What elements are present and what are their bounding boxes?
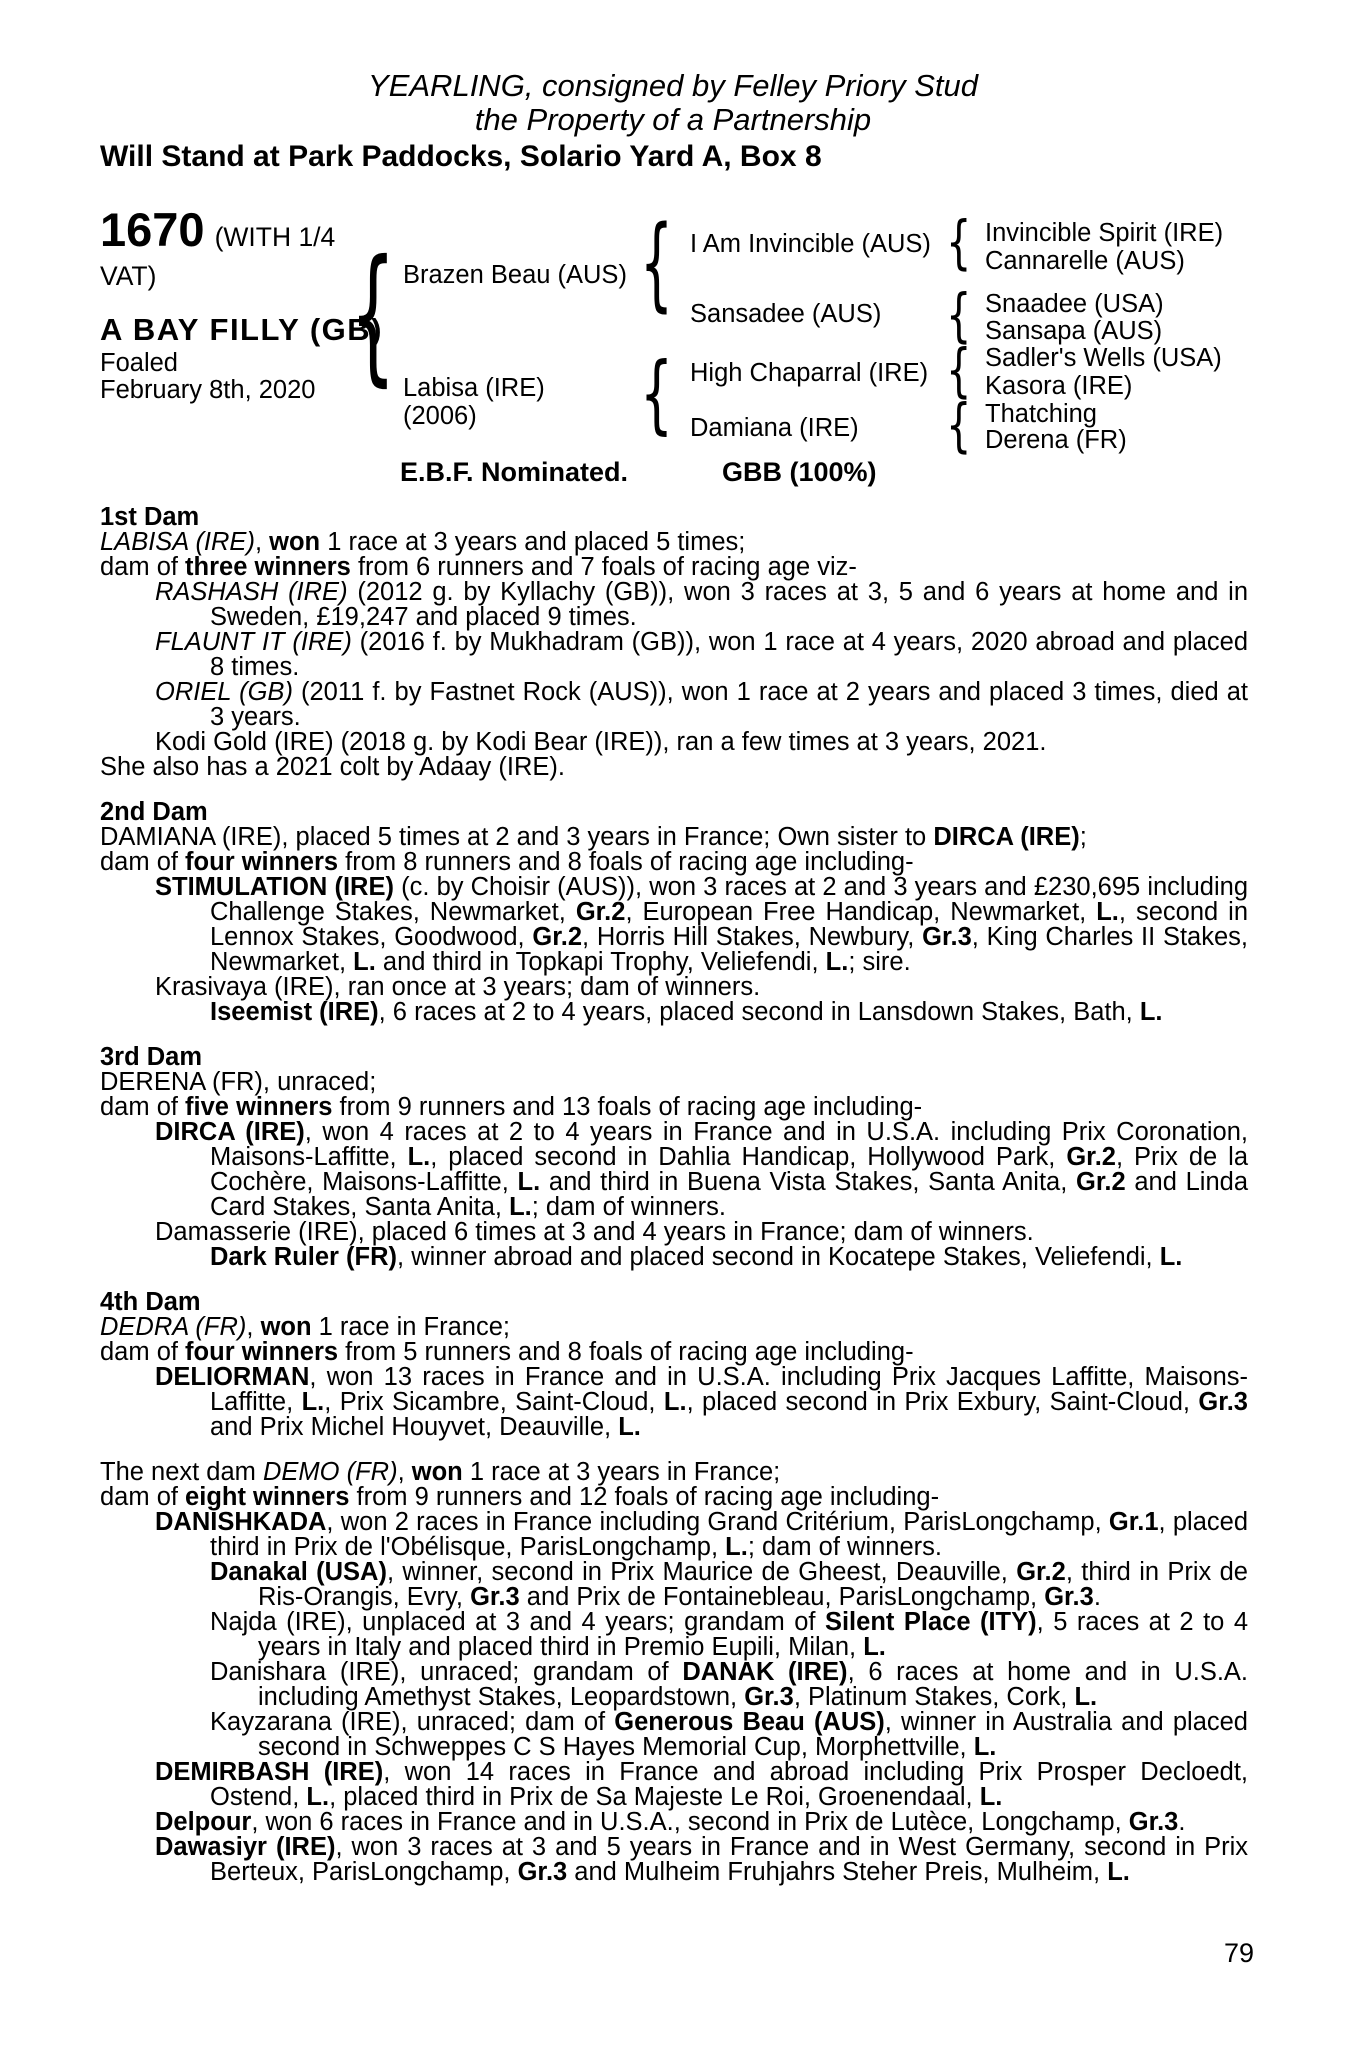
pedigree-ggp-1: Invincible Spirit (IRE) (985, 219, 1224, 247)
text-segment: , 6 races at home and in U.S.A. including Amethyst Stakes, Leopardstown, (258, 1658, 1248, 1711)
pedigree-granddam-1: Sansadee (AUS) (690, 300, 882, 328)
pedigree-ggp-2: Cannarelle (AUS) (985, 247, 1185, 275)
text-segment: L. (301, 1388, 325, 1416)
text-segment: ; (1079, 823, 1087, 851)
text-segment: won (411, 1458, 463, 1486)
dam-heading: 3rd Dam (100, 1043, 203, 1071)
catalog-paragraph (100, 1485, 1248, 1510)
text-segment: L. (863, 1633, 886, 1661)
catalog-paragraph (100, 755, 1248, 780)
text-segment: , winner abroad and placed second in Kocatepe Stakes, Veliefendi, (397, 1243, 1160, 1271)
text-segment: 1 race at 3 years and placed 5 times; (320, 528, 746, 556)
dam-section (100, 1460, 1248, 1885)
catalog-paragraph (100, 630, 1248, 680)
catalog-paragraph (100, 1070, 1248, 1095)
text-segment: Gr.2 (1016, 1558, 1066, 1586)
ebf-nomination: E.B.F. Nominated. (400, 457, 629, 487)
pedigree-ggp-7: Thatching (985, 400, 1097, 428)
text-segment: Najda (IRE), unplaced at 3 and 4 years; grandam of (210, 1608, 825, 1636)
consignor-line: YEARLING, consigned by Felley Priory Stud (368, 68, 978, 103)
pedigree-brace-dam (640, 352, 673, 438)
text-segment: Dark Ruler (FR) (210, 1243, 398, 1271)
text-segment: DEMO (FR) (263, 1458, 398, 1486)
dam-section (100, 1045, 1248, 1270)
text-segment: , Horris Hill Stakes, Newbury, (582, 923, 923, 951)
text-segment: FLAUNT IT (IRE) (155, 628, 352, 656)
text-segment: , placed second in Prix Exbury, Saint-Cloud, (686, 1388, 1199, 1416)
catalog-paragraph (100, 1120, 1248, 1220)
text-segment: (2012 g. by Kyllachy (GB)), won 3 races at 3, 5 and 6 years at home and in Sweden, £19,247 and placed 9 times. (210, 578, 1249, 631)
text-segment: L. (517, 1168, 541, 1196)
text-segment: Gr.2 (575, 898, 626, 926)
text-segment: , won 2 races in France including Grand Critérium, ParisLongchamp, (326, 1508, 1109, 1536)
text-segment: Dawasiyr (IRE) (155, 1833, 336, 1861)
catalog-paragraph (100, 975, 1248, 1000)
text-segment: RASHASH (IRE) (155, 578, 348, 606)
catalog-paragraph (100, 730, 1248, 755)
text-segment: L. (306, 1783, 330, 1811)
text-segment: Gr.3 (517, 1858, 568, 1886)
text-segment: LABISA (IRE) (100, 528, 255, 556)
text-segment: dam of (100, 848, 186, 876)
text-segment: L. (1159, 1243, 1183, 1271)
text-segment: Iseemist (IRE) (210, 998, 379, 1026)
pedigree-ggp-4: Sansapa (AUS) (985, 317, 1163, 345)
text-segment: L. (725, 1533, 748, 1561)
text-segment: She also has a 2021 colt by Adaay (IRE). (100, 753, 565, 781)
text-segment: , 5 races at 2 to 4 years in Italy and placed third in Premio Eupili, Milan, (258, 1608, 1248, 1661)
text-segment: Danakal (USA) (210, 1558, 387, 1586)
text-segment: DANAK (IRE) (682, 1658, 848, 1686)
pedigree-granddam-2: Damiana (IRE) (690, 414, 859, 442)
catalog-paragraph (100, 530, 1248, 555)
text-segment: Generous Beau (AUS) (614, 1708, 885, 1736)
pedigree-grandsire-1: I Am Invincible (AUS) (690, 230, 931, 258)
text-segment: dam of (100, 553, 186, 581)
catalog-paragraph (100, 1510, 1248, 1560)
text-segment: , second in Lennox Stakes, Goodwood, (210, 898, 1248, 951)
text-segment: , placed third in Prix de Sa Majeste Le Roi, Groenendaal, (329, 1783, 980, 1811)
text-segment: 1 race in France; (311, 1313, 510, 1341)
text-segment: L. (825, 948, 849, 976)
catalog-paragraph (100, 875, 1248, 975)
text-segment: DAMIANA (IRE), placed 5 times at 2 and 3 years in France; Own sister to (100, 823, 934, 851)
text-segment: DIRCA (IRE) (155, 1118, 305, 1146)
text-segment: Gr.3 (744, 1683, 794, 1711)
catalog-paragraph (100, 1095, 1248, 1120)
text-segment: , winner in Australia and placed second in Schweppes C S Hayes Memorial Cup, Morphettville, (258, 1708, 1248, 1761)
text-segment: eight winners (185, 1483, 350, 1511)
text-segment: The next dam (100, 1458, 263, 1486)
text-segment: , won 13 races in France and in U.S.A. including Prix Jacques Laffitte, Maisons-Laffitte, (210, 1363, 1248, 1416)
text-segment: ; dam of winners. (531, 1193, 726, 1221)
page-number: 79 (1223, 1938, 1254, 1968)
pedigree-text-sections (0, 505, 1346, 1885)
text-segment: Danishara (IRE), unraced; grandam of (210, 1658, 683, 1686)
text-segment: , Prix de la Cochère, Maisons-Laffitte, (210, 1143, 1249, 1196)
vat-note-part1: (WITH 1/4 (214, 222, 336, 252)
text-segment: , won 3 races at 3 and 5 years in France and in West Germany, second in Prix Berteux, ParisLongchamp, (210, 1833, 1249, 1886)
text-segment: and Linda Card Stakes, Santa Anita, (210, 1168, 1248, 1221)
text-segment: DERENA (FR), unraced; (100, 1068, 377, 1096)
catalog-paragraph (100, 825, 1248, 850)
text-segment: . (1178, 1808, 1186, 1836)
text-segment: Damasserie (IRE), placed 6 times at 3 and 4 years in France; dam of winners. (155, 1218, 1034, 1246)
pedigree-ggp-3: Snaadee (USA) (985, 290, 1164, 318)
text-segment: , third in Prix de Ris-Orangis, Evry, (258, 1558, 1248, 1611)
text-segment: from 9 runners and 12 foals of racing age including- (349, 1483, 940, 1511)
text-segment: Silent Place (ITY) (824, 1608, 1037, 1636)
text-segment: Gr.2 (1066, 1143, 1116, 1171)
dam-heading: 2nd Dam (100, 798, 208, 826)
pedigree-grandsire-2: High Chaparral (IRE) (690, 359, 929, 387)
lot-number: 1670 (100, 203, 205, 256)
text-segment: L. (1139, 998, 1163, 1026)
lot-header-area (0, 0, 1346, 497)
catalog-paragraph (100, 1340, 1248, 1365)
text-segment: Gr.3 (1198, 1388, 1248, 1416)
catalog-paragraph (100, 850, 1248, 875)
text-segment: DIRCA (IRE) (933, 823, 1080, 851)
catalog-paragraph (100, 1810, 1248, 1835)
text-segment: and third in Buena Vista Stakes, Santa Anita, (540, 1168, 1077, 1196)
pedigree-brace-gp2 (946, 287, 971, 345)
text-segment: . (1093, 1583, 1101, 1611)
catalog-paragraph (100, 1610, 1248, 1660)
text-segment: and Mulheim Fruhjahrs Steher Preis, Mulheim, (567, 1858, 1108, 1886)
text-segment: STIMULATION (IRE) (155, 873, 394, 901)
pedigree-sire: Brazen Beau (AUS) (403, 261, 627, 289)
text-segment: L. (353, 948, 376, 976)
gbb-nomination: GBB (100%) (722, 457, 877, 487)
text-segment: (c. by Choisir (AUS)), won 3 races at 2 and 3 years and £230,695 including Challenge Stakes, Newmarket, (210, 873, 1248, 926)
lot-number-line (100, 205, 335, 254)
text-segment: Gr.2 (1076, 1168, 1126, 1196)
text-segment: , won 6 races in France and in U.S.A., second in Prix de Lutèce, Longchamp, (251, 1808, 1129, 1836)
text-segment: , Platinum Stakes, Cork, (793, 1683, 1075, 1711)
dam-heading: 1st Dam (100, 503, 200, 531)
text-segment: from 6 runners and 7 foals of racing age viz- (350, 553, 857, 581)
catalog-paragraph (100, 555, 1248, 580)
text-segment: Delpour (155, 1808, 252, 1836)
text-segment: Gr.3 (922, 923, 972, 951)
text-segment: Krasivaya (IRE), ran once at 3 years; dam of winners. (155, 973, 761, 1001)
text-segment: four winners (185, 1338, 339, 1366)
text-segment: three winners (185, 553, 351, 581)
text-segment: Gr.2 (532, 923, 583, 951)
text-segment: Gr.3 (1128, 1808, 1179, 1836)
catalog-paragraph (100, 1000, 1248, 1025)
horse-description: A BAY FILLY (GB) (100, 312, 383, 347)
property-line: the Property of a Partnership (474, 102, 872, 137)
pedigree-brace-gp4 (946, 397, 971, 455)
text-segment: , King Charles II Stakes, Newmarket, (210, 923, 1248, 976)
catalog-paragraph (100, 1560, 1248, 1610)
text-segment: L. (973, 1733, 997, 1761)
text-segment: , 6 races at 2 to 4 years, placed second in Lansdown Stakes, Bath, (378, 998, 1140, 1026)
text-segment: dam of (100, 1338, 186, 1366)
text-segment: from 9 runners and 13 foals of racing age including- (332, 1093, 923, 1121)
text-segment: , (246, 1313, 261, 1341)
text-segment: Gr.3 (470, 1583, 520, 1611)
text-segment: won (260, 1313, 312, 1341)
catalog-paragraph (100, 1365, 1248, 1440)
text-segment: dam of (100, 1483, 186, 1511)
text-segment: Kayzarana (IRE), unraced; dam of (210, 1708, 615, 1736)
text-segment: , Prix Sicambre, Saint-Cloud, (324, 1388, 664, 1416)
text-segment: (2011 f. by Fastnet Rock (AUS)), won 1 race at 2 years and placed 3 times, died at 3 years. (210, 678, 1248, 731)
text-segment: , (397, 1458, 412, 1486)
text-segment: DEDRA (FR) (100, 1313, 247, 1341)
text-segment: 1 race at 3 years in France; (462, 1458, 781, 1486)
dam-section (100, 505, 1248, 780)
foaled-label: Foaled (100, 349, 178, 377)
catalog-paragraph (100, 1220, 1248, 1245)
catalog-paragraph (100, 1835, 1248, 1885)
text-segment: and third in Topkapi Trophy, Veliefendi, (375, 948, 826, 976)
catalog-paragraph (100, 580, 1248, 630)
text-segment: and Prix Michel Houyvet, Deauville, (210, 1413, 619, 1441)
text-segment: L. (979, 1783, 1003, 1811)
dam-section (100, 800, 1248, 1025)
catalog-paragraph (100, 1760, 1248, 1810)
text-segment: , (254, 528, 270, 556)
pedigree-ggp-5: Sadler's Wells (USA) (985, 344, 1222, 372)
text-segment: from 5 runners and 8 foals of racing age including- (338, 1338, 914, 1366)
foaled-date: February 8th, 2020 (100, 376, 316, 404)
text-segment: five winners (185, 1093, 333, 1121)
text-segment: Gr.1 (1108, 1508, 1159, 1536)
catalog-paragraph (100, 1710, 1248, 1760)
text-segment: and Prix de Fontainebleau, ParisLongchamp, (519, 1583, 1045, 1611)
text-segment: L. (1107, 1858, 1130, 1886)
catalog-paragraph (100, 1460, 1248, 1485)
pedigree-brace-gp3 (946, 342, 971, 400)
text-segment: dam of (100, 1093, 186, 1121)
text-segment: four winners (185, 848, 339, 876)
text-segment: L. (663, 1388, 687, 1416)
pedigree-brace-sire (640, 214, 673, 315)
pedigree-brace-gp1 (946, 214, 971, 272)
text-segment: ; dam of winners. (747, 1533, 942, 1561)
text-segment: DEMIRBASH (IRE) (155, 1758, 384, 1786)
vat-note-part2: VAT) (100, 261, 157, 291)
text-segment: L. (1096, 898, 1119, 926)
text-segment: , placed third in Prix de l'Obélisque, ParisLongchamp, (210, 1508, 1249, 1561)
text-segment: , placed second in Dahlia Handicap, Hollywood Park, (430, 1143, 1067, 1171)
text-segment: Gr.3 (1044, 1583, 1094, 1611)
text-segment: L. (1074, 1683, 1098, 1711)
dam-heading: 4th Dam (100, 1288, 201, 1316)
text-segment: , won 14 races in France and abroad including Prix Prosper Decloedt, Ostend, (210, 1758, 1248, 1811)
text-segment: (2016 f. by Mukhadram (GB)), won 1 race at 4 years, 2020 abroad and placed 8 times. (210, 628, 1249, 681)
catalog-paragraph (100, 1245, 1248, 1270)
text-segment: ; sire. (848, 948, 911, 976)
text-segment: , winner, second in Prix Maurice de Gheest, Deauville, (386, 1558, 1017, 1586)
text-segment: L. (407, 1143, 431, 1171)
text-segment: L. (509, 1193, 532, 1221)
text-segment: Kodi Gold (IRE) (2018 g. by Kodi Bear (IRE)), ran a few times at 3 years, 2021. (155, 728, 1047, 756)
text-segment: , European Free Handicap, Newmarket, (625, 898, 1097, 926)
text-segment: from 8 runners and 8 foals of racing age including- (338, 848, 914, 876)
pedigree-dam: Labisa (IRE) (403, 374, 545, 402)
dam-section (100, 1290, 1248, 1440)
catalog-paragraph (100, 680, 1248, 730)
catalog-paragraph (100, 1315, 1248, 1340)
text-segment: , won 4 races at 2 to 4 years in France and in U.S.A. including Prix Coronation, Maisons-Laffitte, (210, 1118, 1248, 1171)
text-segment: ORIEL (GB) (155, 678, 293, 706)
pedigree-dam-year: (2006) (403, 402, 477, 430)
text-segment: DANISHKADA (155, 1508, 327, 1536)
text-segment: L. (618, 1413, 641, 1441)
text-segment: won (269, 528, 321, 556)
catalog-paragraph (100, 1660, 1248, 1710)
pedigree-ggp-6: Kasora (IRE) (985, 372, 1133, 400)
pedigree-brace-main (350, 240, 396, 388)
pedigree-ggp-8: Derena (FR) (985, 426, 1127, 454)
stand-location-line: Will Stand at Park Paddocks, Solario Yard A, Box 8 (100, 140, 822, 173)
text-segment: DELIORMAN (155, 1363, 310, 1391)
